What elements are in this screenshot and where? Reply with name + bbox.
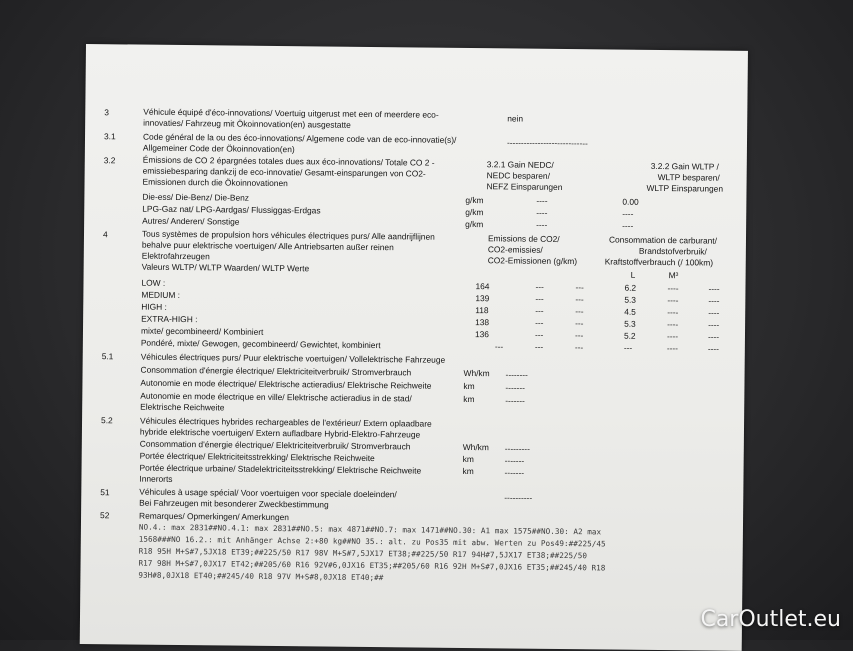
- phev-urban-range-label: Portée électrique urbaine/ Stadelektriciteitsstrekking/ Elektrische Reichweite: [139, 462, 422, 476]
- wltp-row-label: HIGH :: [141, 301, 167, 312]
- gain-row-wltp: ----: [622, 208, 634, 219]
- phev-urban-range-unit: km: [462, 465, 474, 477]
- wltp-co2: 118: [475, 305, 489, 316]
- wltp-liters: 5.3: [624, 294, 637, 305]
- wltp-m3: ----: [666, 331, 679, 342]
- unit-liters: L: [630, 269, 636, 280]
- nedc-header-2: NEDC besparen/: [486, 170, 551, 181]
- section-number: 52: [100, 510, 110, 521]
- gain-row-unit: g/km: [465, 218, 484, 230]
- gain-row-label: LPG-Gaz nat/ LPG-Aardgas/ Flussiggas-Erdgas: [142, 203, 321, 216]
- section-4-line-3: Elektrofahrzeugen: [141, 250, 210, 262]
- fuel-header-3: Kraftstoffverbrauch (/ 100km): [604, 256, 714, 268]
- gain-row-unit: g/km: [465, 194, 484, 206]
- phev-consumption-label: Consommation d'énergie électrique/ Elektriciteitverbruik/ Stromverbrauch: [139, 438, 411, 452]
- wltp-row-label: mixte/ gecombineerd/ Kombiniert: [140, 325, 264, 337]
- section-number: 3: [104, 107, 110, 118]
- wltp-m3: ----: [667, 295, 679, 306]
- wltp-dash: ---: [575, 282, 584, 293]
- section-3-line-2: innovaties/ Fahrzeug mit Ökoinnovation(en) ausgestatte: [143, 117, 351, 130]
- section-4-line-1: Tous systèmes de propulsion hors véhicules électriques purs/ Alle aandrijflijnen: [141, 228, 435, 242]
- section-51-line-2: Bei Fahrzeugen mit besonderer Zweckbestimmung: [139, 497, 329, 510]
- co2-header-2: CO2-emissies/: [487, 244, 543, 255]
- section-3-line-1: Véhicule équipé d'éco-innovations/ Voertuig uitgerust met een of meerdere eco-: [143, 106, 439, 120]
- wltp-dash: ---: [535, 317, 544, 328]
- section-number: 3.1: [103, 131, 116, 142]
- wltp-m3: ----: [708, 295, 720, 306]
- wltp-m3: ----: [666, 343, 679, 354]
- ev-city-range-label-2: Elektrische Reichweite: [140, 401, 225, 413]
- section-number: 3.2: [103, 155, 116, 166]
- wltp-m3: ----: [667, 307, 679, 318]
- fuel-header-2: Brandstofverbruik/: [638, 245, 707, 257]
- remarks-line: 93H#8,0JX18 ET40;##245/40 R18 97V M+S#8,0JX18 ET40;##: [138, 570, 384, 583]
- phev-range-unit: km: [462, 453, 474, 465]
- section-5-2-line-1: Véhicules électriques hybrides rechargeables de l'extérieur/ Extern oplaadbare: [140, 415, 432, 429]
- wltp-liters: 5.2: [623, 330, 636, 341]
- ev-range-unit: km: [463, 380, 475, 392]
- wltp-liters: 4.5: [624, 306, 636, 317]
- fuel-header-1: Consommation de carburant/: [608, 234, 718, 246]
- unit-cubic-meters: M³: [668, 270, 679, 281]
- wltp-dash: ---: [574, 330, 584, 341]
- section-4-line-2: behalve puur elektrische voertuigen/ Alle Antriebsarten außer reinen: [141, 239, 394, 253]
- gain-row-unit: g/km: [465, 206, 484, 218]
- wltp-dash: ---: [575, 294, 584, 305]
- section-5-1-title: Véhicules électriques purs/ Puur elektrische voertuigen/ Vollelektrische Fahrzeuge: [140, 351, 446, 365]
- wltp-dash: ---: [534, 341, 544, 352]
- wltp-dash: ---: [535, 293, 544, 304]
- phev-consumption-value: ---------: [504, 443, 530, 454]
- section-51-value: ----------: [504, 492, 533, 503]
- wltp-co2: 136: [474, 329, 490, 340]
- phev-urban-range-value: -------: [504, 467, 525, 478]
- ev-city-range-label: Autonomie en mode électrique en ville/ Elektrische actieradius in de stad/: [140, 390, 412, 404]
- section-3-2-line-2: emissiebesparing dankzij de eco-innovatie/ Gesamt-einsparungen von CO2-: [142, 165, 426, 179]
- section-3-value: nein: [507, 113, 524, 124]
- wltp-row-label: EXTRA-HIGH :: [141, 313, 198, 325]
- section-5-2-line-2: hybride elektrische voertuigen/ Extern aufladbare Hybrid-Elektro-Fahrzeuge: [139, 426, 421, 440]
- gain-row-nedc: ----: [536, 219, 548, 230]
- remarks-line: R18 95H M+S#7,5JX18 ET39;##225/50 R17 98V M+S#7,5JX17 ET38;##225/50 R17 94H#7,5JX17 ET38;##225/50: [138, 546, 588, 561]
- section-3-2-line-1: Émissions de CO 2 épargnées totales dues aux éco-innovations/ Totale CO 2 -: [142, 154, 435, 168]
- wltp-co2: ---: [494, 341, 504, 352]
- phev-range-value: -------: [504, 455, 525, 466]
- section-3-1-value: -----------------------------: [506, 137, 588, 149]
- gain-row-nedc: ----: [536, 207, 548, 218]
- section-number: 5.1: [101, 351, 114, 362]
- wltp-row-label: Pondéré, mixte/ Gewogen, gecombineerd/ Gewichtet, kombiniert: [140, 337, 381, 351]
- wltp-liters: 5.3: [624, 318, 636, 329]
- section-3-1-line-2: Allgemeiner Code der Ökoinnovation(en): [142, 142, 295, 155]
- co2-header-3: CO2-Emissionen (g/km): [487, 255, 578, 267]
- phev-urban-range-label-2: Innerorts: [139, 473, 173, 484]
- ev-range-label: Autonomie en mode électrique/ Elektrische actieradius/ Elektrische Reichweite: [140, 377, 432, 391]
- remarks-title: Remarques/ Opmerkingen/ Amerkungen: [139, 510, 290, 523]
- wltp-row-label: MEDIUM :: [141, 289, 181, 300]
- wltp-dash: ---: [534, 329, 544, 340]
- section-number: 5.2: [101, 415, 113, 426]
- ev-consumption-unit: Wh/km: [463, 367, 490, 379]
- remarks-line: NO.4.: max 2831##NO.4.1: max 2831##NO.5: max 4871##NO.7: max 1471##NO.30: A1 max 1575##NO.30: A2 max: [138, 522, 602, 537]
- wltp-m3: ----: [667, 319, 679, 330]
- wltp-liters: 6.2: [624, 282, 637, 293]
- nedc-header-1: 3.2.1 Gain NEDC/: [486, 159, 554, 170]
- wltp-header-2: WLTP besparen/: [657, 171, 720, 183]
- gain-row-wltp: 0.00: [622, 196, 639, 207]
- wltp-dash: ---: [535, 305, 544, 316]
- wltp-m3: ----: [708, 319, 720, 330]
- remarks-line: 1568###NO 16.2.: mit Anhänger Achse 2:+80 kg##NO 35.: alt. zu Pos35 mit abw. Werten zu Pos49:##225/45: [138, 534, 606, 549]
- section-number: 51: [100, 487, 110, 498]
- wltp-m3: ----: [708, 283, 720, 294]
- wltp-m3: ----: [667, 283, 679, 294]
- ev-consumption-label: Consommation d'énergie électrique/ Elektriciteitverbruik/ Stromverbrauch: [140, 364, 412, 378]
- wltp-co2: 164: [475, 281, 490, 292]
- section-3-2-line-3: Emissionen durch die Ökoinnovationen: [142, 176, 288, 189]
- section-number: 4: [102, 229, 108, 240]
- ev-city-range-value: -------: [505, 395, 525, 406]
- phev-consumption-unit: Wh/km: [462, 441, 489, 453]
- wltp-dash: ---: [575, 306, 584, 317]
- wltp-m3: ----: [707, 343, 720, 354]
- ev-consumption-value: --------: [505, 369, 528, 380]
- gain-row-label: Die-ess/ Die-Benz/ Die-Benz: [142, 191, 250, 203]
- wltp-dash: ---: [574, 342, 584, 353]
- gain-row-wltp: ----: [622, 220, 634, 231]
- co2-header-1: Emissions de CO2/: [487, 233, 560, 244]
- wltp-liters: ---: [623, 342, 633, 353]
- section-4-line-4: Valeurs WLTP/ WLTP Waarden/ WLTP Werte: [141, 261, 310, 274]
- section-3-1-line-1: Code général de la ou des éco-innovations/ Algemene code van de eco-innovatie(s)/: [142, 131, 457, 145]
- phev-range-label: Portée électrique/ Elektriciteitsstrekking/ Elektrische Reichweite: [139, 450, 375, 464]
- document-page: [80, 44, 748, 651]
- wltp-m3: ----: [707, 331, 720, 342]
- wltp-co2: 139: [475, 293, 490, 304]
- gain-row-nedc: ----: [536, 195, 548, 206]
- wltp-header-3: WLTP Einsparungen: [646, 182, 724, 194]
- remarks-line: R17 98H M+S#7,0JX17 ET42;##205/60 R16 92V#6,0JX16 ET35;##205/60 R16 92H M+S#7,0JX16 ET35;##245/40 R18: [138, 558, 606, 573]
- nedc-header-3: NEFZ Einsparungen: [486, 181, 563, 192]
- gain-row-label: Autres/ Anderen/ Sonstige: [142, 215, 240, 227]
- wltp-m3: ----: [708, 307, 720, 318]
- wltp-header-1: 3.2.2 Gain WLTP /: [650, 160, 719, 172]
- caroutlet-watermark: CarOutlet.eu: [700, 607, 841, 632]
- wltp-dash: ---: [575, 318, 584, 329]
- section-51-line-1: Véhicules à usage spécial/ Voor voertuigen voor speciale doeleinden/: [139, 486, 397, 500]
- ev-range-value: -------: [505, 382, 526, 393]
- wltp-dash: ---: [535, 281, 544, 292]
- wltp-row-label: LOW :: [141, 277, 166, 288]
- wltp-co2: 138: [475, 317, 490, 328]
- ev-city-range-unit: km: [463, 393, 475, 405]
